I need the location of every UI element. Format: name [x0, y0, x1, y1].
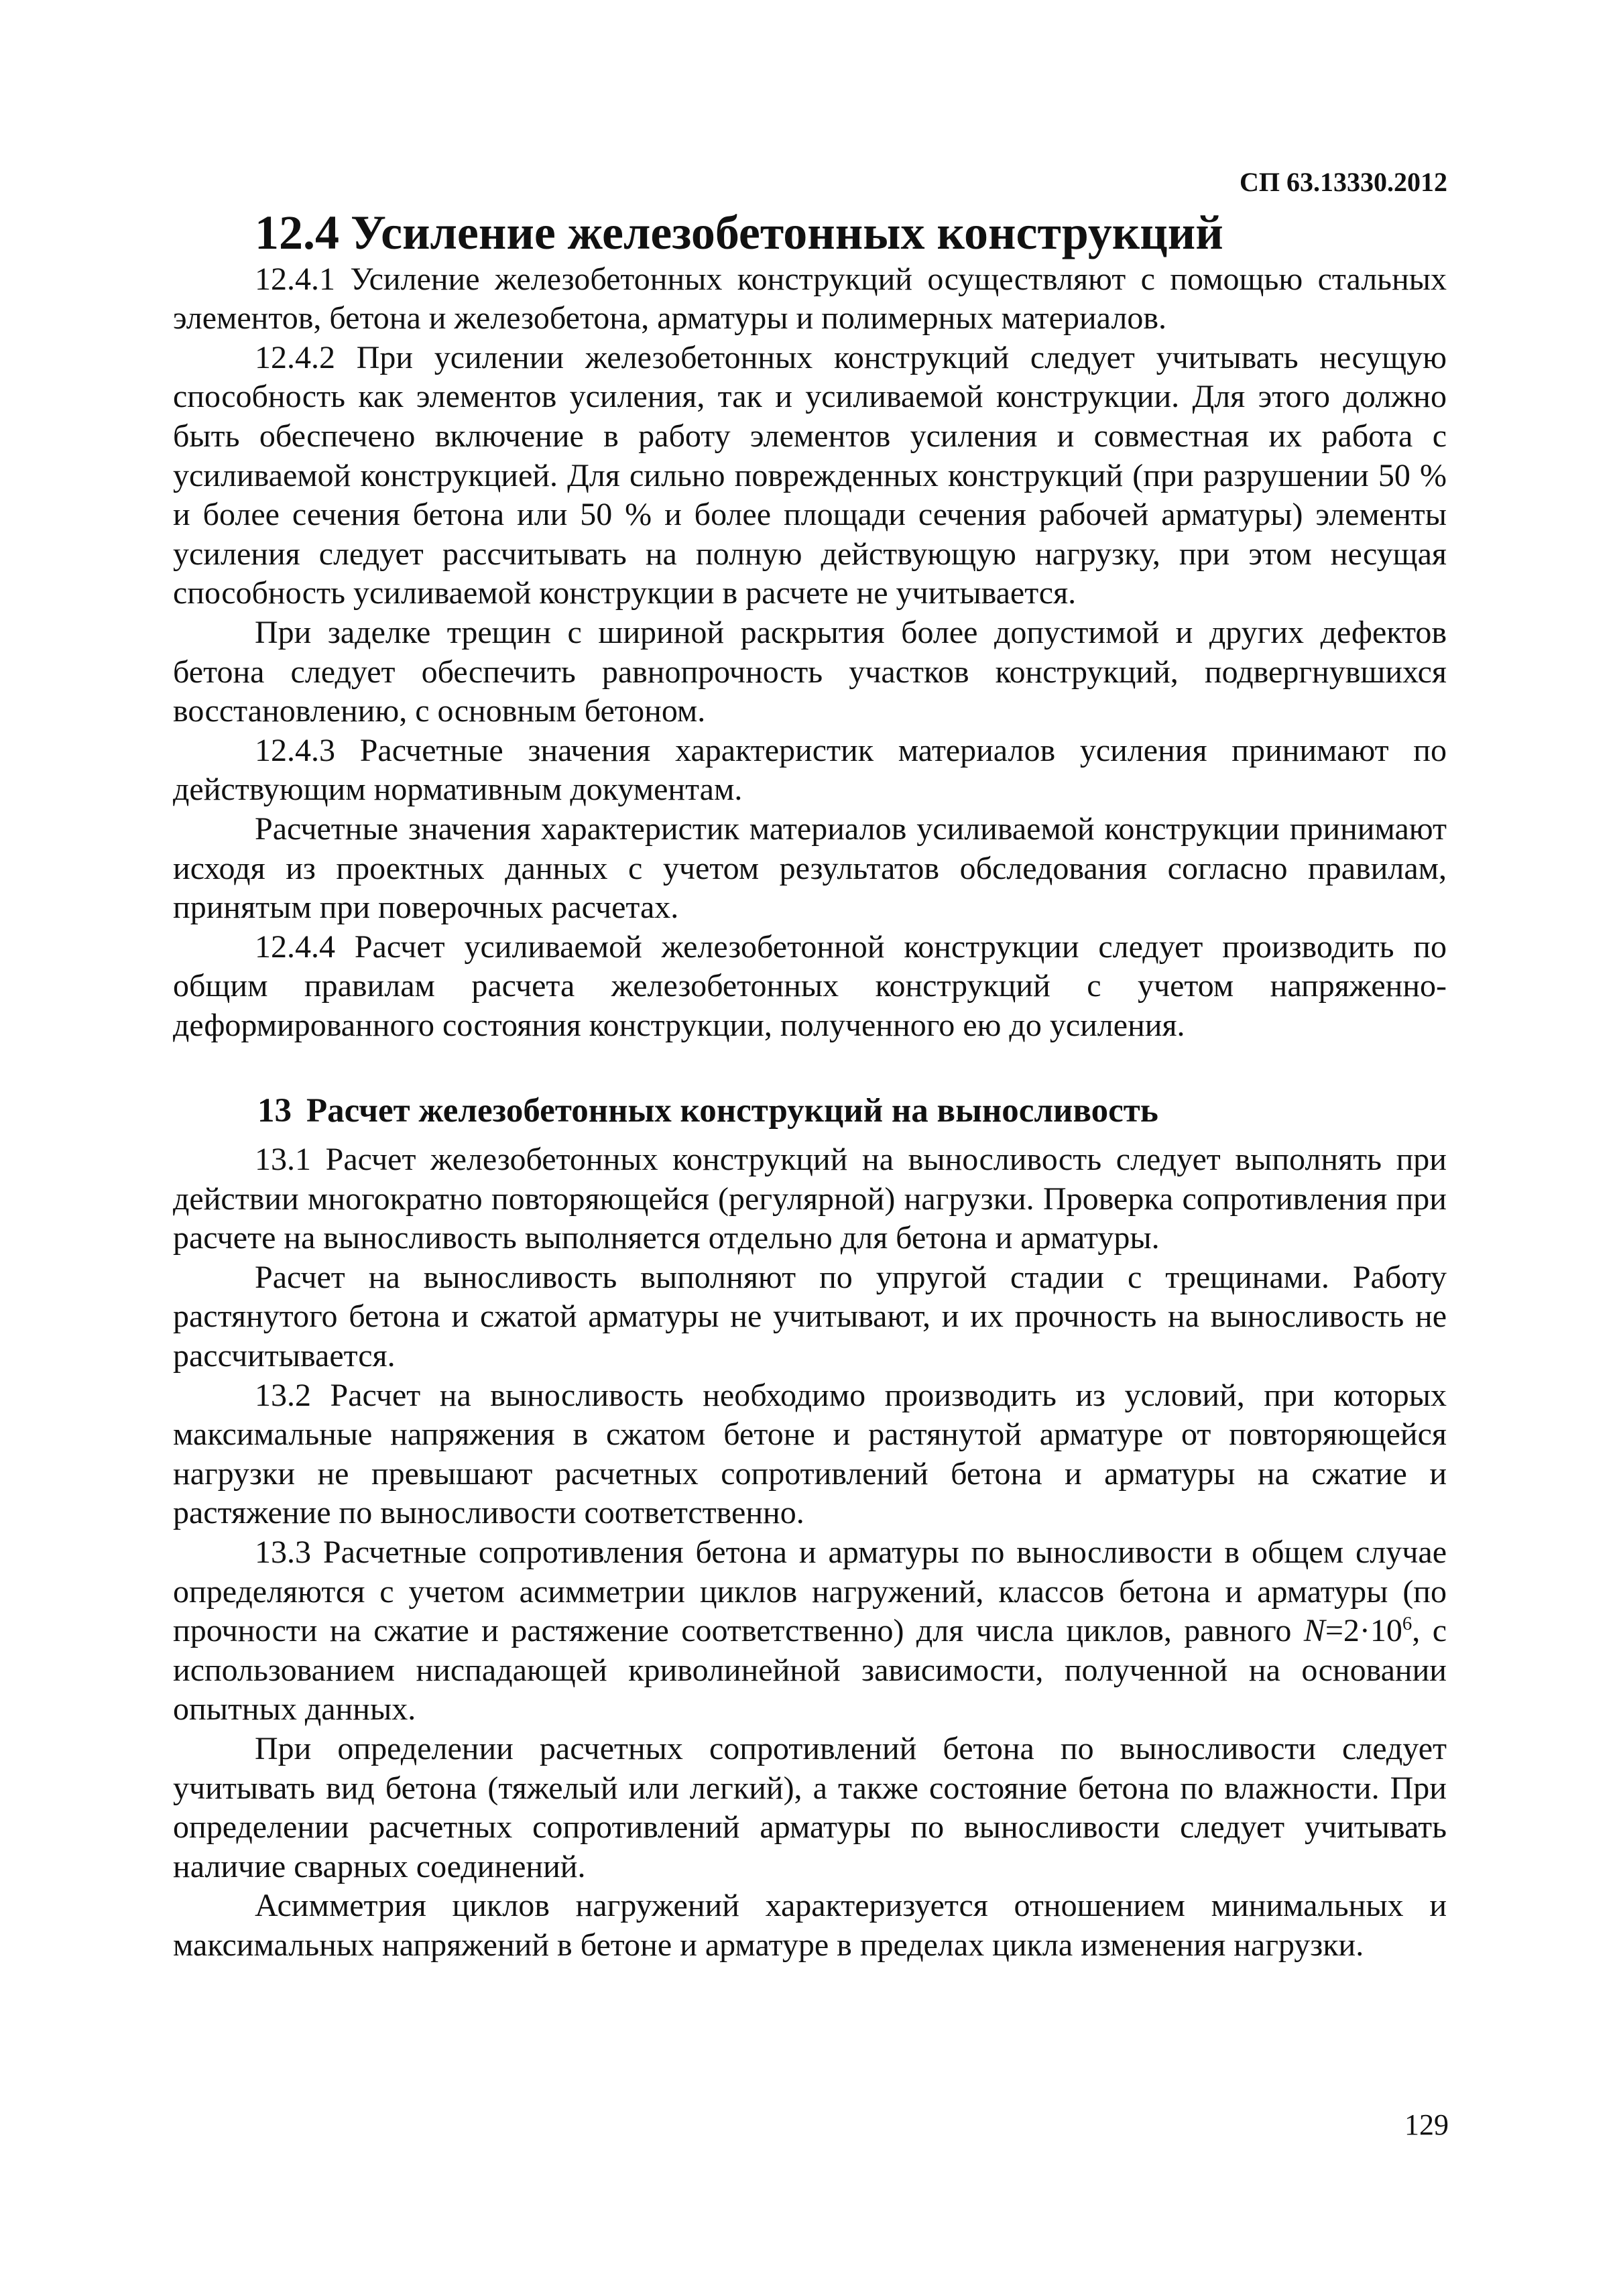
paragraph-elastic-stage: Расчет на выносливость выполняют по упругой стадии с трещинами. Работу растянутого бетона и сжатой арматуры не учитывают, и их прочность на выносливость не рассчитывается.	[173, 1259, 1447, 1374]
paragraph-12-4-1: 12.4.1 Усиление железобетонных конструкций осуществляют с помощью стальных элементов, бетона и железобетона, арматуры и полимерных материалов.	[173, 261, 1447, 337]
paragraph-13-1: 13.1 Расчет железобетонных конструкций на выносливость следует выполнять при действии многократно повторяющейся (регулярной) нагрузки. Проверка сопротивления при расчете на выносливость выполняется отдельно для бетона и арматуры.	[173, 1142, 1447, 1256]
paragraph-12-4-2: 12.4.2 При усилении железобетонных конструкций следует учитывать несущую способность как элементов усиления, так и усиливаемой конструкции. Для этого должно быть обеспечено включение в работу элементов усиления и совместная их работа с усиливаемой конструкцией. Для сильно поврежденных конструкций (при разрушении 50 % и более сечения бетона или 50 % и более площади сечения рабочей арматуры) элементы усиления следует рассчитывать на полную действующую нагрузку, при этом несущая способность усиливаемой конструкции в расчете не учитывается.	[173, 339, 1447, 611]
page-content	[173, 206, 1447, 1966]
page-number: 129	[1404, 2108, 1449, 2141]
section-title: Расчет железобетонных конструкций на выносливость	[306, 1092, 1158, 1130]
document-code: СП 63.13330.2012	[1240, 167, 1447, 197]
paragraph-asymmetry: Асимметрия циклов нагружений характеризуется отношением минимальных и максимальных напряжений в бетоне и арматуре в пределах цикла изменения нагрузки.	[173, 1888, 1447, 1963]
formula-base: =2·10	[1325, 1613, 1402, 1649]
paragraph-13-3	[173, 1533, 1447, 1730]
paragraph-text: 13.3 Расчетные сопротивления бетона и арматуры по выносливости в общем случае определяются с учетом асимметрии циклов нагружений, классов бетона и арматуры (по прочности на сжатие и растяжение соответственно) для числа циклов, равного	[173, 1534, 1447, 1649]
section-title: Усиление железобетонных конструкций	[351, 206, 1223, 259]
formula-cycles	[1304, 1613, 1412, 1648]
paragraph-text: , с использованием ниспадающей криволинейной зависимости, полученной на основании опытных данных.	[173, 1613, 1447, 1728]
paragraph-concrete-type: При определении расчетных сопротивлений бетона по выносливости следует учитывать вид бетона (тяжелый или легкий), а также состояние бетона по влажности. При определении расчетных сопротивлений арматуры по выносливости следует учитывать наличие сварных соединений.	[173, 1730, 1447, 1884]
formula-exponent: 6	[1402, 1613, 1412, 1635]
section-number: 12.4	[255, 206, 339, 259]
paragraph-12-4-4: 12.4.4 Расчет усиливаемой железобетонной конструкции следует производить по общим правилам расчета железобетонных конструкций с учетом напряженно-деформированного состояния конструкции, полученного ею до усиления.	[173, 928, 1447, 1043]
paragraph-13-2: 13.2 Расчет на выносливость необходимо производить из условий, при которых максимальные напряжения в сжатом бетоне и растянутой арматуре от повторяющейся нагрузки не превышают расчетных сопротивлений бетона и арматуры на сжатие и растяжение по выносливости соответственно.	[173, 1377, 1447, 1531]
section-heading-12-4	[173, 206, 1447, 259]
paragraph-design-values: Расчетные значения характеристик материалов усиливаемой конструкции принимают исходя из проектных данных с учетом результатов обследования согласно правилам, принятым при поверочных расчетах.	[173, 810, 1447, 926]
paragraph-12-4-3: 12.4.3 Расчетные значения характеристик материалов усиления принимают по действующим нормативным документам.	[173, 732, 1447, 808]
formula-variable: N	[1303, 1613, 1325, 1649]
paragraph-crack-repair: При заделке трещин с шириной раскрытия более допустимой и других дефектов бетона следует обеспечить равнопрочность участков конструкций, подвергнувшихся восстановлению, с основным бетоном.	[173, 614, 1447, 729]
section-heading-13	[173, 1091, 1447, 1131]
section-number: 13	[257, 1092, 292, 1130]
